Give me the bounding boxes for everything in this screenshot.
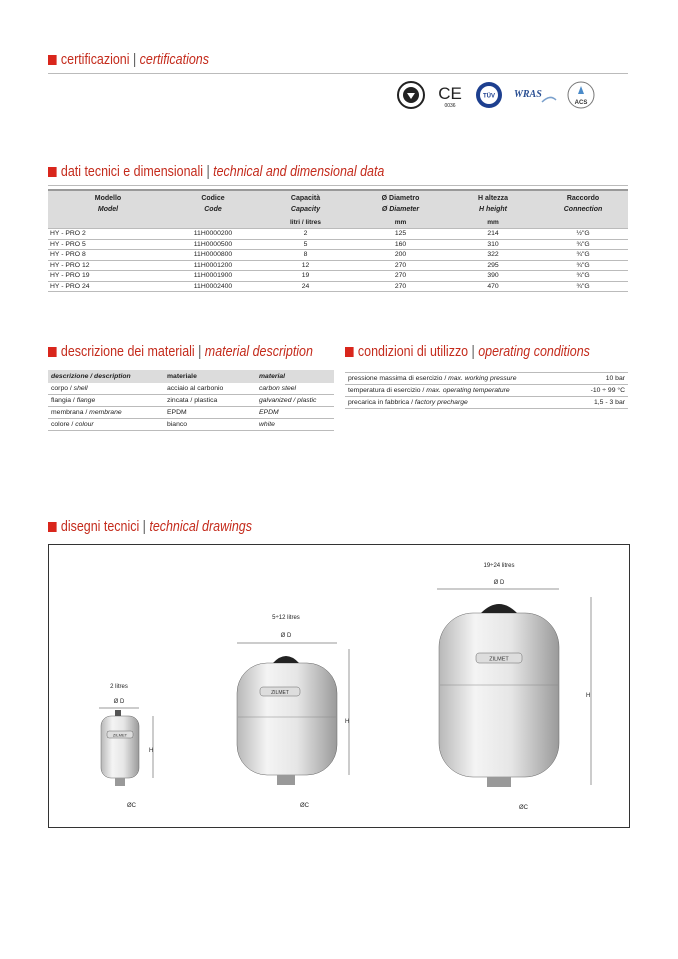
col-header-connection xyxy=(538,190,628,217)
heading-en: technical drawings xyxy=(149,519,252,535)
condition-label xyxy=(345,373,575,385)
desc-it: flangia / xyxy=(51,397,77,404)
model-cell: HY - PRO 5 xyxy=(48,239,168,250)
label-it: pressione massima di esercizio / xyxy=(348,375,449,382)
desc-en: shell xyxy=(73,385,88,392)
material-it-cell: bianco xyxy=(164,419,256,431)
header-en: H height xyxy=(479,206,507,213)
height-cell: 295 xyxy=(448,260,538,271)
header-en: Ø Diameter xyxy=(381,206,420,213)
header-en: Capacity xyxy=(290,206,321,213)
table-row xyxy=(48,271,628,282)
condition-value: 1,5 - 3 bar xyxy=(575,397,628,409)
desc-en: membrane xyxy=(89,409,122,416)
material-it-cell: EPDM xyxy=(164,407,256,419)
height-cell: 214 xyxy=(448,229,538,240)
condition-label xyxy=(345,397,575,409)
technical-drawings-box xyxy=(48,544,630,828)
desc-it: membrana / xyxy=(51,409,90,416)
desc-en: flange xyxy=(76,397,96,404)
materials-heading: descrizione dei materiali | material description xyxy=(48,344,313,360)
table-row xyxy=(48,419,334,431)
brand-label: ZILMET xyxy=(271,690,289,696)
technical-data-table xyxy=(48,189,628,292)
heading-it: certificazioni xyxy=(60,52,130,68)
svg-text:WRAS: WRAS xyxy=(514,89,542,100)
condition-label xyxy=(345,385,575,397)
code-cell: 11H0000500 xyxy=(168,239,258,250)
heading-it: disegni tecnici xyxy=(60,519,140,535)
model-cell: HY - PRO 12 xyxy=(48,260,168,271)
capacity-cell: 8 xyxy=(258,250,353,261)
unit-cell: mm xyxy=(448,217,538,229)
height-cell: 310 xyxy=(448,239,538,250)
table-row xyxy=(48,239,628,250)
height-cell: 470 xyxy=(448,281,538,292)
unit-cell xyxy=(48,217,168,229)
connection-label: ØC xyxy=(519,805,528,811)
brand-label: ZILMET xyxy=(112,732,128,738)
diameter-cell: 125 xyxy=(353,229,448,240)
label-en: max. working pressure xyxy=(448,375,517,382)
desc-it: colore / xyxy=(51,421,76,428)
unit-cell: mm xyxy=(353,217,448,229)
diameter-cell: 270 xyxy=(353,260,448,271)
units-row xyxy=(48,217,628,229)
quality-mark-icon xyxy=(396,80,426,110)
diameter-cell: 160 xyxy=(353,239,448,250)
header-en: Connection xyxy=(563,206,603,213)
materials-table xyxy=(48,370,334,431)
height-label: H xyxy=(586,693,591,699)
acs-icon xyxy=(566,80,596,110)
desc-it: corpo / xyxy=(51,385,74,392)
divider xyxy=(48,185,628,186)
code-cell: 11H0002400 xyxy=(168,281,258,292)
connection-cell: ¾"G xyxy=(538,271,628,282)
col-header-diameter xyxy=(353,190,448,217)
code-cell: 11H0001200 xyxy=(168,260,258,271)
tanks-drawing xyxy=(49,545,629,827)
table-row xyxy=(48,383,334,395)
table-row xyxy=(48,260,628,271)
connection-label: ØC xyxy=(127,803,136,809)
col-header-model xyxy=(48,190,168,217)
conditions-heading: condizioni di utilizzo | operating conditions xyxy=(345,344,590,360)
material-en-cell: galvanized / plastic xyxy=(256,395,334,407)
heading-en: technical and dimensional data xyxy=(213,164,385,180)
heading-en: certifications xyxy=(139,52,209,68)
code-cell: 11H0000800 xyxy=(168,250,258,261)
tank-19-24-litres xyxy=(437,563,591,811)
header-en: Code xyxy=(204,206,222,213)
label-it: temperatura di esercizio / xyxy=(348,387,427,394)
table-row xyxy=(48,229,628,240)
description-cell xyxy=(48,407,164,419)
height-label: H xyxy=(149,748,154,754)
header-it: Capacità xyxy=(290,195,321,202)
table-row xyxy=(345,385,628,397)
connection-cell: ¾"G xyxy=(538,250,628,261)
certifications-heading: certificazioni | certifications xyxy=(48,52,209,68)
header-en: Model xyxy=(97,206,119,213)
capacity-cell: 12 xyxy=(258,260,353,271)
heading-it: dati tecnici e dimensionali xyxy=(60,164,204,180)
material-en-cell: EPDM xyxy=(256,407,334,419)
section-square-icon xyxy=(345,347,354,357)
svg-text:CE: CE xyxy=(438,84,462,103)
unit-cell xyxy=(168,217,258,229)
capacity-cell: 2 xyxy=(258,229,353,240)
table-row xyxy=(48,395,334,407)
conditions-table xyxy=(345,372,628,409)
height-cell: 322 xyxy=(448,250,538,261)
tech-data-heading: dati tecnici e dimensionali | technical and dimensional data xyxy=(48,164,384,180)
svg-text:ACS: ACS xyxy=(574,100,588,106)
model-cell: HY - PRO 19 xyxy=(48,271,168,282)
description-cell xyxy=(48,395,164,407)
col-header-material-it: materiale xyxy=(164,370,256,383)
heading-en: operating conditions xyxy=(478,344,590,360)
svg-text:0036: 0036 xyxy=(444,103,456,109)
tank-label: 19÷24 litres xyxy=(483,563,515,569)
height-label: H xyxy=(345,719,350,725)
label-en: max. operating temperature xyxy=(426,387,510,394)
connection-cell: ½"G xyxy=(538,229,628,240)
header-it: Codice xyxy=(201,195,225,202)
wras-icon xyxy=(512,80,558,110)
tank-5-12-litres xyxy=(237,615,349,809)
connection-cell: ¾"G xyxy=(538,260,628,271)
header-it: H altezza xyxy=(478,195,508,202)
tank-label: 5÷12 litres xyxy=(272,615,300,621)
connection-cell: ¾"G xyxy=(538,281,628,292)
capacity-cell: 19 xyxy=(258,271,353,282)
heading-en: material description xyxy=(204,344,313,360)
header-it: Raccordo xyxy=(566,195,600,202)
model-cell: HY - PRO 8 xyxy=(48,250,168,261)
material-en-cell: carbon steel xyxy=(256,383,334,395)
tuv-icon xyxy=(474,80,504,110)
condition-value: -10 ÷ 99 °C xyxy=(575,385,628,397)
header-it: Modello xyxy=(94,195,122,202)
unit-cell xyxy=(538,217,628,229)
diameter-label: Ø D xyxy=(493,580,505,586)
label-en: factory precharge xyxy=(414,399,468,406)
unit-cell: litri / litres xyxy=(258,217,353,229)
table-row xyxy=(48,281,628,292)
brand-label: ZILMET xyxy=(489,656,509,663)
diameter-label: Ø D xyxy=(280,633,292,639)
col-header-description: descrizione / description xyxy=(48,370,164,383)
tank-label: 2 litres xyxy=(110,684,128,690)
condition-value: 10 bar xyxy=(575,373,628,385)
connection-label: ØC xyxy=(300,803,309,809)
divider xyxy=(48,73,628,74)
material-en-cell: white xyxy=(256,419,334,431)
ce-mark-icon xyxy=(434,80,466,110)
heading-it: condizioni di utilizzo xyxy=(357,344,469,360)
section-square-icon xyxy=(48,167,57,177)
desc-en: colour xyxy=(75,421,94,428)
diameter-cell: 270 xyxy=(353,281,448,292)
table-row xyxy=(48,407,334,419)
certification-logos xyxy=(396,80,596,110)
diameter-cell: 270 xyxy=(353,271,448,282)
capacity-cell: 24 xyxy=(258,281,353,292)
label-it: precarica in fabbrica / xyxy=(348,399,415,406)
tank-2-litres xyxy=(99,684,153,809)
model-cell: HY - PRO 24 xyxy=(48,281,168,292)
table-row xyxy=(48,250,628,261)
table-row xyxy=(345,397,628,409)
code-cell: 11H0000200 xyxy=(168,229,258,240)
description-cell xyxy=(48,383,164,395)
description-cell xyxy=(48,419,164,431)
col-header-material-en: material xyxy=(256,370,334,383)
header-it: Ø Diametro xyxy=(381,195,420,202)
material-it-cell: acciaio al carbonio xyxy=(164,383,256,395)
col-header-code xyxy=(168,190,258,217)
diameter-cell: 200 xyxy=(353,250,448,261)
section-square-icon xyxy=(48,55,57,65)
capacity-cell: 5 xyxy=(258,239,353,250)
heading-it: descrizione dei materiali xyxy=(60,344,195,360)
section-square-icon xyxy=(48,347,57,357)
svg-text:TÜV: TÜV xyxy=(483,93,495,100)
model-cell: HY - PRO 2 xyxy=(48,229,168,240)
drawings-heading: disegni tecnici | technical drawings xyxy=(48,519,252,535)
height-cell: 390 xyxy=(448,271,538,282)
material-it-cell: zincata / plastica xyxy=(164,395,256,407)
col-header-capacity xyxy=(258,190,353,217)
code-cell: 11H0001900 xyxy=(168,271,258,282)
connection-cell: ¾"G xyxy=(538,239,628,250)
col-header-height xyxy=(448,190,538,217)
diameter-label: Ø D xyxy=(113,699,125,705)
table-row xyxy=(345,373,628,385)
section-square-icon xyxy=(48,522,57,532)
